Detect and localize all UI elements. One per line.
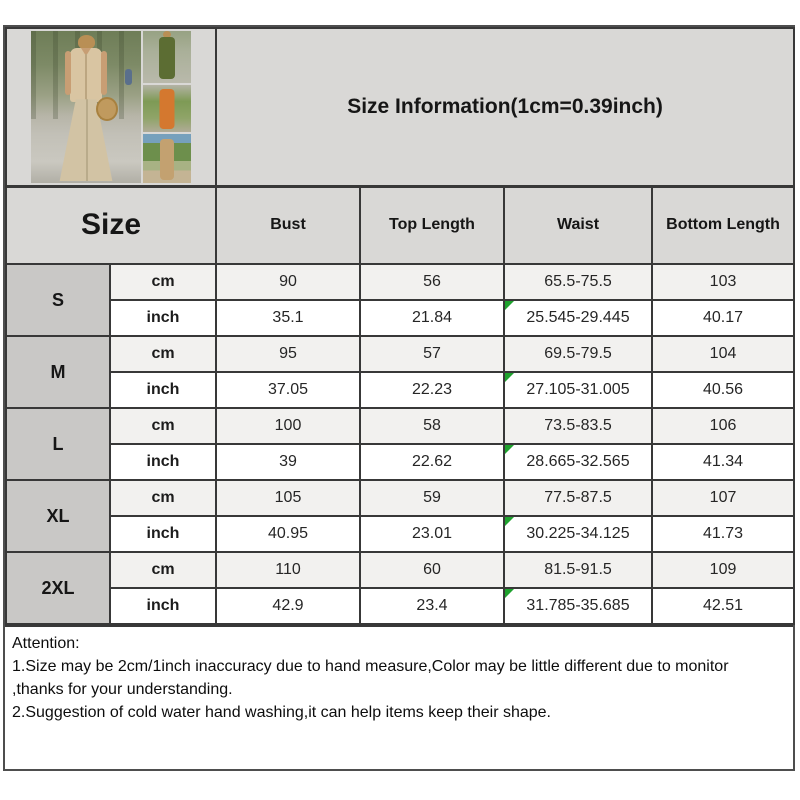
M-inch-waist (504, 372, 652, 408)
value-text: 81.5-91.5 (544, 561, 612, 578)
2XL-cm-bottom-length (652, 552, 794, 588)
L-cm-top-length (360, 408, 504, 444)
pants-crease (86, 99, 88, 181)
header-bottom-length: Bottom Length (652, 186, 794, 264)
L-cm-bottom-length (652, 408, 794, 444)
unit-label-cm: cm (110, 264, 216, 300)
model-figure (64, 35, 108, 181)
unit-label-cm: cm (110, 552, 216, 588)
value-text: 31.785-35.685 (526, 597, 630, 614)
2XL-inch-bottom-length (652, 588, 794, 624)
attention-line-1: 1.Size may be 2cm/1inch inaccuracy due to hand measure,Color may be little different due to monitor (12, 658, 729, 675)
size-row-2XL-cm (6, 552, 794, 588)
attention-line-3: 2.Suggestion of cold water hand washing,it can help items keep their shape. (12, 704, 551, 721)
value-text: 106 (709, 417, 737, 434)
header-size: Size (6, 186, 216, 264)
background-pedestrian (125, 69, 132, 85)
attention-line-2: ,thanks for your understanding. (12, 681, 233, 698)
comment-marker-icon (505, 517, 514, 526)
beige-vest (70, 48, 102, 102)
value-text: 77.5-87.5 (544, 489, 612, 506)
column-header-row (6, 186, 794, 264)
size-info-title-cell (216, 28, 794, 186)
size-label-2XL: 2XL (6, 552, 110, 624)
size-label-S: S (6, 264, 110, 336)
product-photo-main (31, 31, 141, 183)
L-cm-bust (216, 408, 360, 444)
value-text: 103 (709, 273, 737, 290)
value-text: 56 (423, 273, 441, 290)
size-row-S-cm (6, 264, 794, 300)
size-rows-body (6, 264, 794, 624)
XL-inch-top-length (360, 516, 504, 552)
value-text: 40.95 (267, 525, 309, 542)
value-text: 28.665-32.565 (526, 453, 630, 470)
header-waist: Waist (504, 186, 652, 264)
size-chart-sheet (3, 25, 795, 771)
thumbnail-strip (143, 31, 191, 183)
M-cm-bust (216, 336, 360, 372)
comment-marker-icon (505, 589, 514, 598)
value-text: 95 (279, 345, 297, 362)
L-inch-waist (504, 444, 652, 480)
unit-label-inch: inch (110, 516, 216, 552)
M-inch-top-length (360, 372, 504, 408)
L-inch-bottom-length (652, 444, 794, 480)
M-cm-waist (504, 336, 652, 372)
size-row-M-cm (6, 336, 794, 372)
orange-outfit-figure (160, 89, 175, 129)
media-row (6, 28, 794, 186)
XL-inch-bust (216, 516, 360, 552)
S-inch-bust (216, 300, 360, 336)
thumbnail-beige-outfit (143, 134, 191, 183)
value-text: 42.9 (272, 597, 304, 614)
M-cm-top-length (360, 336, 504, 372)
unit-label-cm: cm (110, 480, 216, 516)
2XL-inch-waist (504, 588, 652, 624)
S-cm-top-length (360, 264, 504, 300)
2XL-cm-top-length (360, 552, 504, 588)
value-text: 22.62 (411, 453, 453, 470)
XL-cm-bust (216, 480, 360, 516)
attention-heading: Attention: (12, 635, 80, 652)
value-text: 35.1 (272, 309, 304, 326)
attention-note (5, 625, 793, 764)
XL-inch-bottom-length (652, 516, 794, 552)
size-label-M: M (6, 336, 110, 408)
value-text: 37.05 (267, 381, 309, 398)
thumbnail-green-outfit (143, 31, 191, 83)
unit-label-inch: inch (110, 300, 216, 336)
S-cm-bust (216, 264, 360, 300)
unit-label-inch: inch (110, 372, 216, 408)
value-text: 42.51 (703, 597, 744, 614)
value-text: 23.4 (416, 597, 448, 614)
thumbnail-orange-outfit (143, 85, 191, 132)
size-row-XL-cm (6, 480, 794, 516)
S-cm-bottom-length (652, 264, 794, 300)
2XL-inch-top-length (360, 588, 504, 624)
value-text: 110 (275, 561, 301, 578)
M-inch-bust (216, 372, 360, 408)
page-title: Size Information(1cm=0.39inch) (347, 94, 663, 118)
size-label-XL: XL (6, 480, 110, 552)
size-row-2XL-inch (6, 588, 794, 624)
L-inch-top-length (360, 444, 504, 480)
value-text: 27.105-31.005 (526, 381, 630, 398)
size-label-L: L (6, 408, 110, 480)
value-text: 58 (423, 417, 441, 434)
comment-marker-icon (505, 445, 514, 454)
value-text: 100 (274, 417, 302, 434)
value-text: 25.545-29.445 (526, 309, 630, 326)
value-text: 107 (709, 489, 737, 506)
value-text: 22.23 (411, 381, 453, 398)
value-text: 39 (279, 453, 297, 470)
XL-cm-waist (504, 480, 652, 516)
value-text: 60 (423, 561, 441, 578)
unit-label-inch: inch (110, 444, 216, 480)
size-row-XL-inch (6, 516, 794, 552)
size-row-L-inch (6, 444, 794, 480)
value-text: 21.84 (411, 309, 453, 326)
L-inch-bust (216, 444, 360, 480)
model-hair (78, 35, 95, 49)
green-outfit-figure (159, 37, 175, 79)
value-text: 73.5-83.5 (544, 417, 612, 434)
S-inch-bottom-length (652, 300, 794, 336)
unit-label-cm: cm (110, 408, 216, 444)
comment-marker-icon (505, 301, 514, 310)
model-left-arm (65, 51, 71, 95)
comment-marker-icon (505, 373, 514, 382)
M-cm-bottom-length (652, 336, 794, 372)
model-right-arm (101, 51, 107, 95)
value-text: 90 (279, 273, 297, 290)
value-text: 41.73 (703, 525, 744, 542)
value-text: 30.225-34.125 (526, 525, 630, 542)
value-text: 41.34 (703, 453, 744, 470)
header-bust: Bust (216, 186, 360, 264)
2XL-inch-bust (216, 588, 360, 624)
size-table (5, 27, 795, 625)
size-row-L-cm (6, 408, 794, 444)
value-text: 104 (709, 345, 737, 362)
2XL-cm-waist (504, 552, 652, 588)
product-image-cell (6, 28, 216, 186)
beige-outfit-figure (160, 139, 174, 180)
unit-label-cm: cm (110, 336, 216, 372)
XL-inch-waist (504, 516, 652, 552)
2XL-cm-bust (216, 552, 360, 588)
XL-cm-top-length (360, 480, 504, 516)
product-photo-montage (31, 31, 191, 183)
size-row-M-inch (6, 372, 794, 408)
S-inch-top-length (360, 300, 504, 336)
value-text: 40.56 (703, 381, 744, 398)
vest-button-placket (85, 54, 87, 100)
value-text: 65.5-75.5 (544, 273, 612, 290)
value-text: 69.5-79.5 (544, 345, 612, 362)
size-row-S-inch (6, 300, 794, 336)
XL-cm-bottom-length (652, 480, 794, 516)
value-text: 105 (274, 489, 302, 506)
value-text: 109 (709, 561, 737, 578)
value-text: 23.01 (411, 525, 453, 542)
S-cm-waist (504, 264, 652, 300)
value-text: 40.17 (703, 309, 744, 326)
M-inch-bottom-length (652, 372, 794, 408)
value-text: 57 (423, 345, 441, 362)
L-cm-waist (504, 408, 652, 444)
S-inch-waist (504, 300, 652, 336)
unit-label-inch: inch (110, 588, 216, 624)
header-top-length: Top Length (360, 186, 504, 264)
value-text: 59 (423, 489, 441, 506)
